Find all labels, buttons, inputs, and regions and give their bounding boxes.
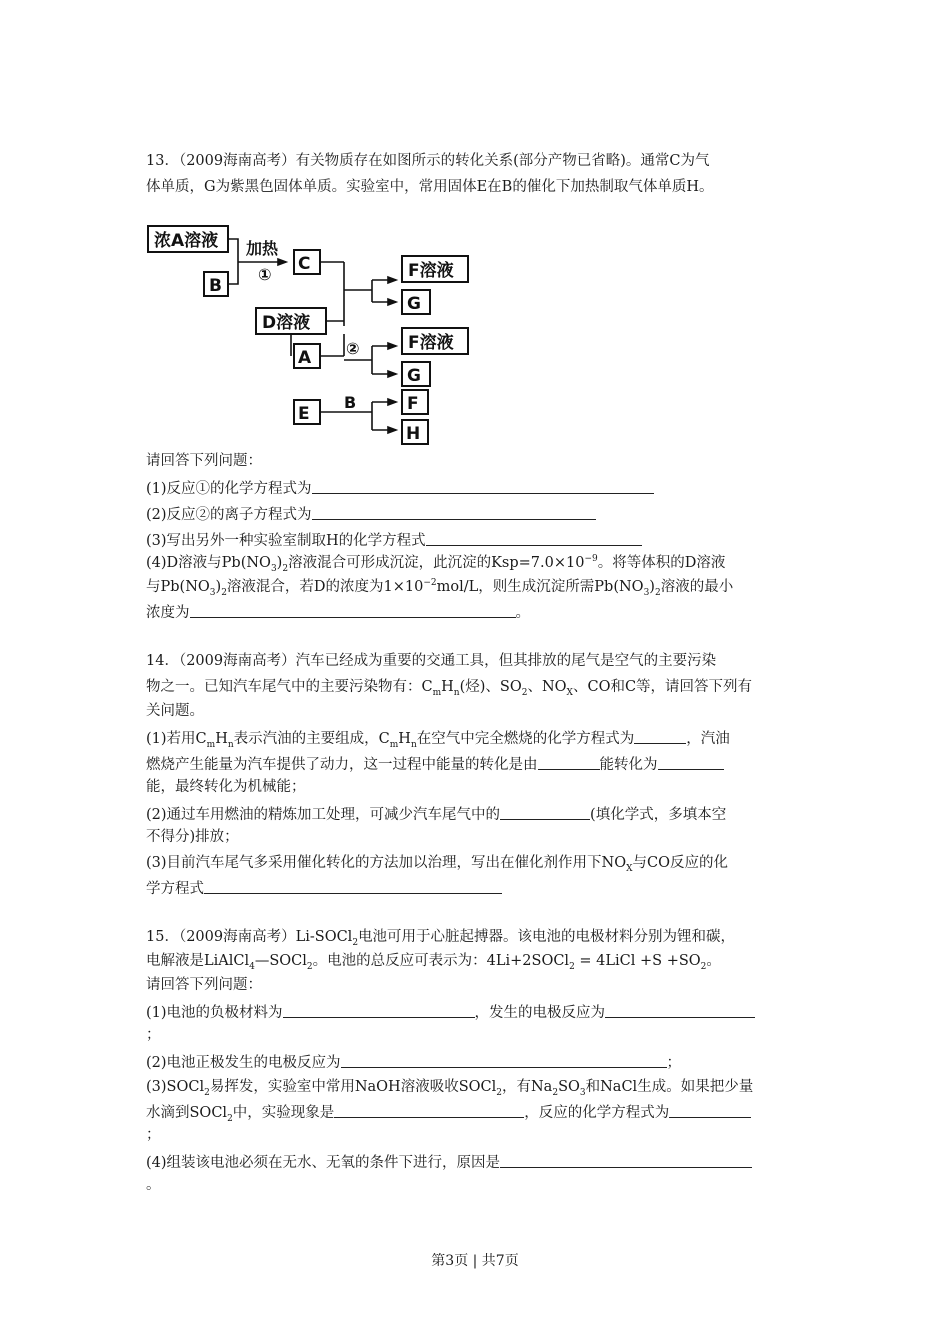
q14-part2-line1: (2)通过车用燃油的精炼加工处理，可减少汽车尾气中的 (填化学式，多填本空 (146, 804, 726, 824)
q13-part4-line1: (4)D溶液与$Pb(NO_3)_2$溶液混合可形成沉淀，此沉淀的$Ksp=7.0\times 10^{-9}$。将等体积的D溶液 (146, 554, 726, 574)
q14-part3-line2: 学方程式 (146, 878, 502, 898)
answer-blank[interactable] (334, 1102, 524, 1118)
label-f-solution-1: F溶液 (408, 261, 454, 281)
q15-line2: 电解液是LiAlCl$_4$—SOCl$_2$。电池的总反应可表示为：4Li+2SOCl$_2$ = 4LiCl $+S +SO_2$。 (146, 953, 721, 972)
answer-blank[interactable] (634, 728, 686, 744)
q15-prompt: 请回答下列问题： (146, 977, 262, 993)
q14-line3: 关问题。 (146, 703, 204, 719)
label-e: E (298, 404, 310, 424)
answer-blank[interactable] (190, 602, 516, 618)
label-g-2: G (407, 366, 421, 386)
answer-blank[interactable] (669, 1102, 751, 1118)
q15-line1: 15．（2009海南高考）Li-SOCl$_2$电池可用于心脏起搏器。该电池的电极材料分别为锂和碳， (146, 929, 736, 948)
q13-intro-line1: 13．（2009海南高考）有关物质存在如图所示的转化关系(部分产物已省略)。通常C为气 (146, 153, 710, 169)
label-reaction-2: ② (346, 339, 360, 358)
label-heat: 加热 (246, 239, 279, 258)
answer-blank[interactable] (605, 1002, 755, 1018)
q14-part3-line1: (3)目前汽车尾气多采用催化转化的方法加以治理，写出在催化剂作用下$NO_X$与CO反应的化 (146, 855, 729, 874)
q14-part1-line1: (1)若用$C_mH_n$表示汽油的主要组成，$C_mH_n$在空气中完全燃烧的化学方程式为 ，汽油 (146, 728, 730, 748)
answer-blank[interactable] (204, 878, 502, 894)
q15-part3-line2: 水滴到SOCl$_2$中，实验现象是 ，反应的化学方程式为 (146, 1102, 751, 1122)
label-f-solution-2: F溶液 (408, 333, 454, 353)
label-d-solution: D溶液 (262, 313, 311, 333)
reaction-diagram (146, 222, 476, 450)
label-b-catalyst: B (344, 393, 357, 412)
q13-part1: (1)反应①的化学方程式为 (146, 478, 654, 498)
label-b: B (209, 276, 222, 296)
q13-part3: (3)写出另外一种实验室制取H的化学方程式 (146, 530, 642, 550)
answer-blank[interactable] (538, 754, 600, 770)
label-reaction-1: ① (258, 265, 272, 284)
answer-blank[interactable] (500, 804, 590, 820)
q14-part2-line2: 不得分)排放； (146, 829, 239, 845)
q15-part4-line1: (4)组装该电池必须在无水、无氧的条件下进行，原因是 (146, 1152, 752, 1172)
q13-intro-line2: 体单质，G为紫黑色固体单质。实验室中，常用固体E在B的催化下加热制取气体单质H。 (146, 179, 714, 195)
q15-part3-line1: (3)SOCl$_2$易挥发，实验室中常用NaOH溶液吸收SOCl$_2$，有$Na_2SO_3$和NaCl生成。如果把少量 (146, 1079, 754, 1098)
q15-part1-line1: (1)电池的负极材料为 ，发生的电极反应为 (146, 1002, 755, 1022)
label-a: A (298, 348, 312, 368)
label-conc-a: 浓A溶液 (154, 231, 219, 251)
answer-blank[interactable] (426, 530, 642, 546)
answer-blank[interactable] (341, 1052, 667, 1068)
label-c: C (298, 254, 311, 274)
answer-blank[interactable] (500, 1152, 752, 1168)
label-g-1: G (407, 294, 421, 314)
q14-part1-line3: 能，最终转化为机械能； (146, 779, 306, 795)
q13-part4-line2: 与$Pb(NO_3)_2$溶液混合，若D的浓度为$1\times 10^{-2}mol/L$，则生成沉淀所需$Pb(NO_3)_2$溶液的最小 (146, 578, 734, 598)
answer-blank[interactable] (658, 754, 724, 770)
q15-part3-line3: ； (146, 1127, 161, 1143)
page-footer: 第3页 | 共7页 (431, 1253, 519, 1269)
q15-part4-line2: 。 (146, 1177, 161, 1193)
q13-part4-line3: 浓度为 。 (146, 602, 530, 622)
answer-blank[interactable] (312, 478, 654, 494)
label-h: H (406, 424, 421, 444)
q15-part1-line2: ； (146, 1027, 161, 1043)
q15-part2: (2)电池正极发生的电极反应为 ； (146, 1052, 681, 1072)
q14-part1-line2: 燃烧产生能量为汽车提供了动力，这一过程中能量的转化是由 能转化为 (146, 754, 724, 774)
q14-line1: 14．（2009海南高考）汽车已经成为重要的交通工具，但其排放的尾气是空气的主要污染 (146, 653, 717, 669)
answer-blank[interactable] (283, 1002, 475, 1018)
label-f: F (407, 394, 419, 414)
answer-blank[interactable] (312, 504, 596, 520)
q13-part2: (2)反应②的离子方程式为 (146, 504, 596, 524)
q13-prompt: 请回答下列问题： (146, 453, 262, 469)
q14-line2: 物之一。已知汽车尾气中的主要污染物有：$C_mH_n$(烃)、$SO_2$、$NO_X$、CO和C等，请回答下列有 (146, 679, 753, 698)
